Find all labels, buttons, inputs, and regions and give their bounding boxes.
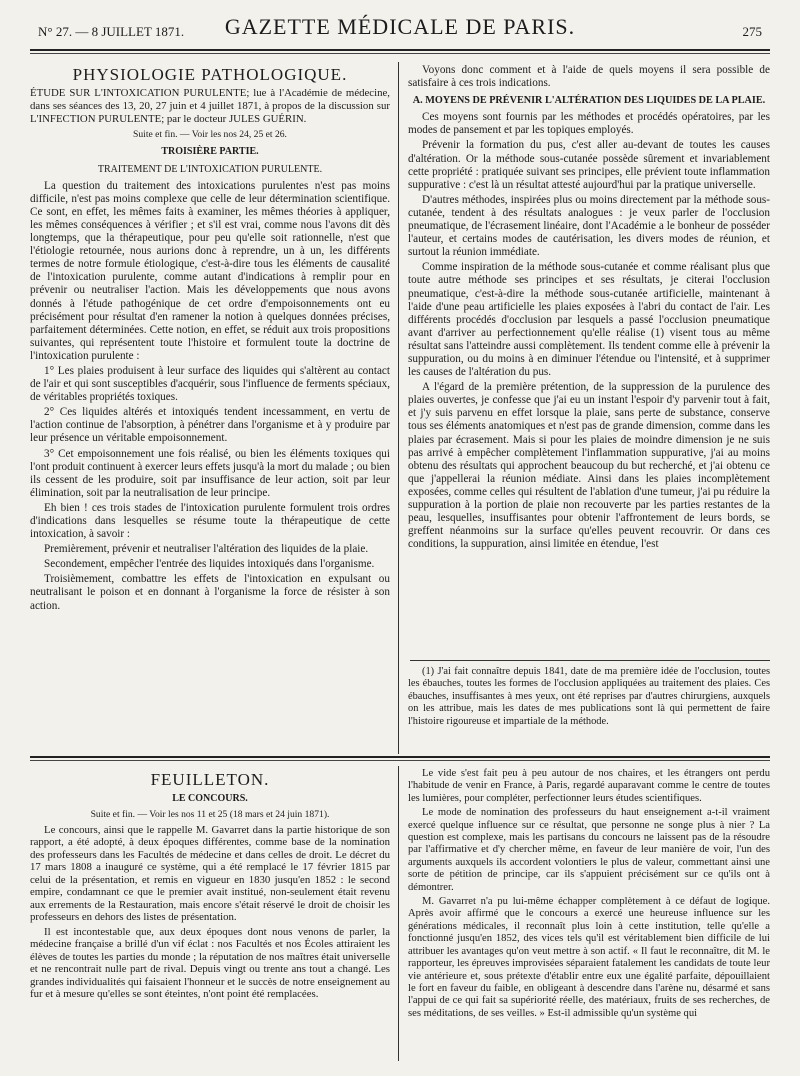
footnote — [408, 666, 770, 728]
paragraph: Comme inspiration de la méthode sous-cutanée et comme réalisant plus que toute autre méthode ses principes et ses résultats, je citerai l'occlusion pneumatique, c'est-à-dire la méthode sous-cutanée artificielle, maintenant à l'aide d'une peau artificielle les plaies exposées à l'abri du contact de l'air. Les différents procédés d'occlusion par lesquels a passé l'occlusion pneumatique avant d'arriver au perfectionnement qu'elle réalise (1) visent tous au même résultat sans l'atteindre aussi complètement. Ils tendent comme elle à prévenir la suppuration, ou du moins à en diminuer l'étendue ou l'intensité, et à supprimer les causes de l'altération du pus. — [408, 261, 770, 379]
paragraph: Premièrement, prévenir et neutraliser l'altération des liquides de la plaie. — [44, 543, 369, 556]
column-divider-bottom — [398, 766, 399, 1061]
footnote-rule — [410, 660, 770, 661]
part-title: TRAITEMENT DE L'INTOXICATION PURULENTE. — [97, 163, 323, 175]
paragraph: Prévenir la formation du pus, c'est aller au-devant de toutes les causes d'altération. Or la méthode sous-cutanée possède sûrement et invariablement cette propriété : pratiquée suivant ses principes, elle prévient toute inflammation suppurative : c'est là un résultat attesté aujourd'hui par la pratique universelle. — [408, 139, 770, 191]
subsection-heading: A. MOYENS DE PRÉVENIR L'ALTÉRATION DES LIQUIDES DE LA PLAIE. — [412, 95, 766, 107]
paragraph: 1° Les plaies produisent à leur surface des liquides qui s'altèrent au contact de l'air et qui sont susceptibles d'acquérir, sous l'influence de ferments spéciaux, de véritables propriétés toxiques. — [30, 364, 390, 404]
paragraph: M. Gavarret n'a pu lui-même échapper complètement à ce défaut de logique. Après avoir affirmé que le concours a exercé une heureuse influence sur les générations médicales, il reconnaît plus loin à cette institution, telle qu'elle a fonctionné jusqu'en 1852, des vices tels qu'il est véritablement bien difficile de lui attribuer les avantages qu'on veut mettre à son actif. « Il faut le reconnaître, dit M. le rapporteur, les épreuves improvisées séparaient fatalement les candidats de toute leur vie antérieure et, sous prétexte d'établir entre eux une égalité parfaite, dépouillaient le fort en faveur du faible, en obligeant à descendre dans l'arène nu, désarmé et sans l'appui de ce qui fait sa supériorité réelle, des matériaux, fruits de ses recherches, de ses méditations, de ses veilles. » Est-il admissible qu'un système qui — [408, 896, 770, 1019]
paragraph: D'autres méthodes, inspirées plus ou moins directement par la méthode sous-cutanée, tendent à des résultats analogues : je veux parler de l'occlusion pneumatique, de l'écrasement linéaire, dont l'Académie a le bonheur de posséder l'auteur, et certains modes de cautérisation, les divers modes de réunion, et surtout la réunion immédiate. — [408, 193, 770, 259]
paragraph: A l'égard de la première prétention, de la suppression de la purulence des plaies ouvertes, je confesse que j'ai eu un instant l'espoir d'y parvenir tout à fait, et j'y suis parvenu en effet lorsque la plaie, sans perte de substance, conserve tous ses éléments anatomiques et n'est pas de grande dimension, comme dans les plaies par écrasement. Mais si pour les plaies de moindre dimension je ne suis pas arrivé à empêcher complètement l'inflammation suppurative, j'ai au moins obtenu des résultats qui approchent beaucoup du but recherché, et j'ai obtenu ce que j'appellerai la réunion médiate. Ainsi dans les plaies incomplètement exposées, comme celles qui résultent de l'ablation d'une tumeur, j'ai pu réduire la suppuration à la portion de plaie non recouverte par les parties restantes de la peau, lesquelles, insuffisantes pour obtenir l'affrontement de leurs bords, se greffent néanmoins sur la surface qu'elles peuvent recouvrir. Or dans ces conditions, la suppuration, ainsi limitée en étendue, l'est — [408, 381, 770, 551]
paragraph: Eh bien ! ces trois stades de l'intoxication purulente formulent trois ordres d'indications dans lesquelles se résume toute la thérapeutique de cette intoxication, à savoir : — [30, 501, 390, 541]
header-rule — [30, 49, 770, 51]
paragraph: 2° Ces liquides altérés et intoxiqués tendent incessamment, en vertu de l'action continue de l'absorption, à pénétrer dans l'organisme et à y produire par leur présence un véritable empoisonnement. — [30, 406, 390, 445]
feuilleton — [30, 768, 390, 1003]
feuilleton-rule-thin — [30, 760, 770, 761]
article-continuation — [408, 64, 770, 553]
paragraph: Secondement, empêcher l'entrée des liquides intoxiqués dans l'organisme. — [44, 558, 375, 571]
article-intro: ÉTUDE SUR L'INTOXICATION PURULENTE; lue à l'Académie de médecine, dans ses séances des 13, 20, 27 juin et 4 juillet 1871, à propos de la discussion sur L'INFECTION PURULENTE; par le docteur JULES GUÉRIN. — [30, 87, 390, 126]
paragraph: La question du traitement des intoxications purulentes n'est pas moins difficile, n'est pas moins complexe que celle de leur détermination scientifique. Ce sont, en effet, les mêmes faits à examiner, les mêmes théories à appliquer, les mêmes conséquences à vérifier ; et s'il est vrai, comme nous l'avons dit dès longtemps, que la thérapeutique, pour peu qu'elle soit rationnelle, n'est que l'étiologie retournée, nous aurions donc à reprendre, un à un, les différents termes de notre formule étiologique, c'est-à-dire tous les éléments de causalité de l'intoxication purulente, comme autant d'indications à remplir pour en prévenir ou neutraliser l'action. Mais les développements que nous avons donnés à l'étude pathogénique de cet ordre d'empoisonnements ont eu précisément pour résultat d'en ramener la notion à quelques données précises, parfaitement déterminées. Cette notion, en effet, se réduit aux trois propositions suivantes, qui représentent toute l'histoire et formulent toute la doctrine de l'intoxication purulente : — [30, 179, 390, 362]
part-heading: TROISIÈRE PARTIE. — [161, 146, 259, 158]
feuilleton-continuation — [408, 768, 770, 1022]
paragraph: Le concours, ainsi que le rappelle M. Gavarret dans la partie historique de son rapport, a été adopté, à deux époques différentes, comme base de la nomination des professeurs dans les Facultés de médecine et dans celles de droit. Le décret du 17 mars 1808 a inauguré ce système, qui a été remplacé le 17 février 1815 par celui de la présentation, et remis en vigueur en 1830 jusqu'en 1852 : le second empire, condamnant ce que le premier avait institué, non-seulement était revenu aux errements de la Restauration, mais encore s'était réservé le droit de choisir les professeurs en dehors des listes de présentation. — [30, 823, 390, 923]
lead-paragraph: Voyons donc comment et à l'aide de quels moyens il sera possible de satisfaire à ces trois indications. — [408, 64, 770, 90]
paragraph: Troisièmement, combattre les effets de l'intoxication en expulsant ou neutralisant le poison et en donnant à l'organisme la force de résister à son action. — [30, 573, 390, 612]
paragraph: 3° Cet empoisonnement une fois réalisé, ou bien les éléments toxiques qui l'ont produit continuent à exercer leurs effets jusqu'à la mort du malade ; ou bien ils cessent de les produire, soit par insuffisance de leur action, soit par leur élimination, soit par la neutralisation de leur principe. — [30, 447, 390, 499]
feuilleton-title: FEUILLETON. — [150, 770, 270, 789]
feuilleton-rule — [30, 756, 770, 758]
section-title: PHYSIOLOGIE PATHOLOGIQUE. — [72, 65, 348, 84]
paragraph: Ces moyens sont fournis par les méthodes et procédés opératoires, par les modes de pansement et par les topiques employés. — [408, 111, 770, 137]
paragraph: Le vide s'est fait peu à peu autour de nos chaires, et les étrangers ont perdu l'habitude de venir en France, à Paris, regardé auparavant comme le centre de toutes les lumières, pour compléter, perfectionner leurs études scientifiques. — [408, 768, 770, 804]
page-number: 275 — [742, 24, 762, 39]
column-divider-top — [398, 62, 399, 754]
paragraph: Le mode de nomination des professeurs du haut enseignement a-t-il vraiment exercé quelque influence sur ce résultat, que personne ne songe plus à nier ? La question est complexe, mais les partisans du concours ne laissent pas de la résoudre par l'affirmative et d'y chercher même, en faveur de leur manière de voir, l'un des arguments auxquels ils accordent volontiers le plus de valeur, commettant ainsi une sorte de pétition de principe, car ils s'appuient précisément sur ce qu'ils ont à démontrer. — [408, 807, 770, 893]
footnote-text: (1) J'ai fait connaître depuis 1841, date de ma première idée de l'occlusion, toutes les ébauches, toutes les formes de l'occlusion appliquées au traitement des plaies. Ces ébauches, insuffisantes à mes yeux, ont été reprises par d'autres chirurgiens, auxquels on les attribue, mais les dates de mes publications sont là qui permettent de faire l'histoire rigoureuse et impartiale de la méthode. — [408, 666, 770, 727]
issue-date: N° 27. — 8 JUILLET 1871. — [38, 24, 185, 39]
newspaper-title: GAZETTE MÉDICALE DE PARIS. — [224, 14, 576, 39]
paragraph: Il est incontestable que, aux deux époques dont nous venons de parler, la médecine française a brillé d'un vif éclat : nos Facultés et nos Écoles attiraient les élèves de toutes les parties du monde ; la réputation de nos maîtres était universelle et ne rencontrait nulle part de rival. Depuis vingt ou trente ans tout a changé. Les grandes individualités qui faisaient l'honneur et le succès de notre enseignement au fur et à mesure qu'elles se sont éteintes, n'ont point été remplacées. — [30, 925, 390, 1000]
feuilleton-suite: Suite et fin. — Voir les nos 11 et 25 (18 mars et 24 juin 1871). — [90, 809, 330, 820]
header-rule-thin — [30, 53, 770, 54]
feuilleton-subtitle: LE CONCOURS. — [172, 792, 248, 804]
masthead — [30, 14, 770, 44]
article-suite: Suite et fin. — Voir les nos 24, 25 et 26. — [133, 129, 287, 141]
article-physiologie — [30, 64, 390, 615]
